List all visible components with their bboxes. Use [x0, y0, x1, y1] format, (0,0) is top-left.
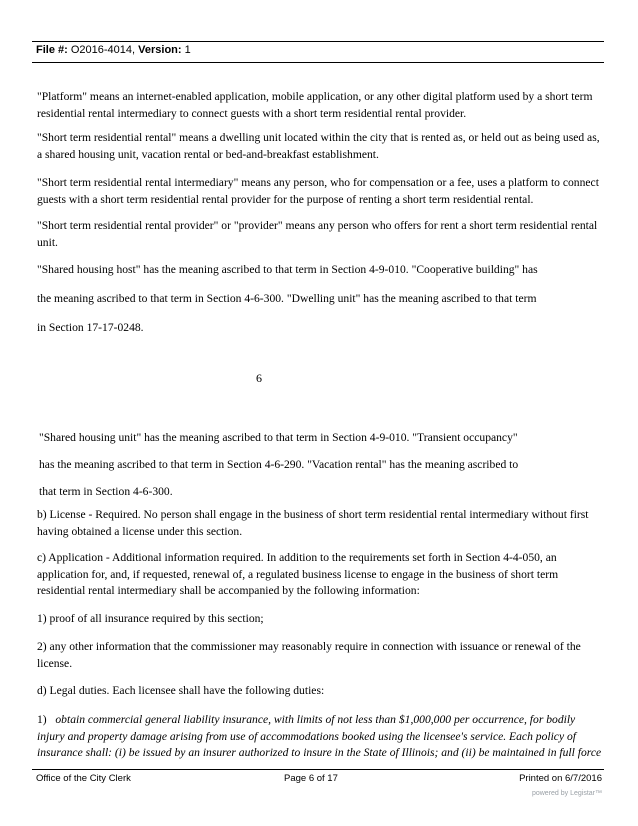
paragraph-shared-housing-unit: "Shared housing unit" has the meaning ascribed to that term in Section 4-9-010. "Transient occupancy" — [39, 431, 518, 444]
paragraph-provider: "Short term residential rental provider" or "provider" means any person who offers for rent a short term residential rental unit. — [37, 219, 598, 249]
footer-printed-date: Printed on 6/7/2016 — [519, 773, 602, 784]
paragraph-intermediary: "Short term residential rental intermediary" means any person, who for compensation or a fee, uses a platform to connect guests with a short term residential rental provider for the purpose of renting a short term residential rental. — [37, 176, 599, 206]
file-label: File #: — [36, 44, 68, 56]
paragraph-shared-housing-host: "Shared housing host" has the meaning ascribed to that term in Section 4-9-010. "Cooperative building" has — [37, 263, 538, 276]
header-bottom-rule — [32, 62, 604, 63]
powered-by-legistar: powered by Legistar™ — [531, 790, 602, 797]
paragraph-short-term-rental: "Short term residential rental" means a dwelling unit located within the city that is rented as, or held out as being used as, a shared housing unit, vacation rental or bed-and-breakfast establishment. — [37, 131, 600, 161]
paragraph-vacation-line: that term in Section 4-6-300. — [39, 485, 173, 498]
paragraph-dwelling-line: in Section 17-17-0248. — [37, 321, 144, 334]
paragraph-cooperative-line: the meaning ascribed to that term in Section 4-6-300. "Dwelling unit" has the meaning ascribed to that term — [37, 292, 537, 305]
paragraph-platform: "Platform" means an internet-enabled application, mobile application, or any other digital platform used by a short term residential rental intermediary to connect guests with a short term residential rental provider. — [37, 90, 593, 120]
paragraph-application: c) Application - Additional information required. In addition to the requirements set forth in Section 4-4-050, an application for, and, if requested, renewal of, a regulated business license to engage in the business of short term residential rental intermediary shall be accompanied by the following information: — [37, 551, 559, 597]
paragraph-legal-duties: d) Legal duties. Each licensee shall have the following duties: — [37, 684, 325, 697]
footer-page-count: Page 6 of 17 — [284, 773, 338, 784]
inline-page-number: 6 — [256, 371, 262, 385]
paragraph-item-2: 2) any other information that the commissioner may reasonably require in connection with issuance or renewal of the license. — [37, 640, 581, 670]
file-header — [36, 44, 602, 56]
header-top-rule — [32, 41, 604, 42]
paragraph-license-required: b) License - Required. No person shall engage in the business of short term residential rental intermediary without first having obtained a license under this section. — [37, 508, 589, 538]
paragraph-insurance-duty — [37, 712, 603, 762]
footer-office: Office of the City Clerk — [36, 773, 131, 784]
paragraph-transient-line: has the meaning ascribed to that term in Section 4-6-290. "Vacation rental" has the meaning ascribed to — [39, 458, 519, 471]
version-number: 1 — [184, 44, 191, 56]
paragraph-item-1: 1) proof of all insurance required by this section; — [37, 612, 264, 625]
file-number: O2016-4014, — [70, 44, 136, 56]
insurance-duty-text: obtain commercial general liability insurance, with limits of not less than $1,000,000 per occurrence, for bodily injury and property damage arising from use of accommodations booked using the licensee's service. Each policy of insurance shall: (i) be issued by an insurer authorized to insure in the State of Illinois; and (ii) be maintained in full force — [37, 713, 602, 759]
insurance-duty-number: 1) — [37, 713, 47, 726]
footer-rule — [32, 769, 604, 770]
version-label: Version: — [138, 44, 182, 56]
